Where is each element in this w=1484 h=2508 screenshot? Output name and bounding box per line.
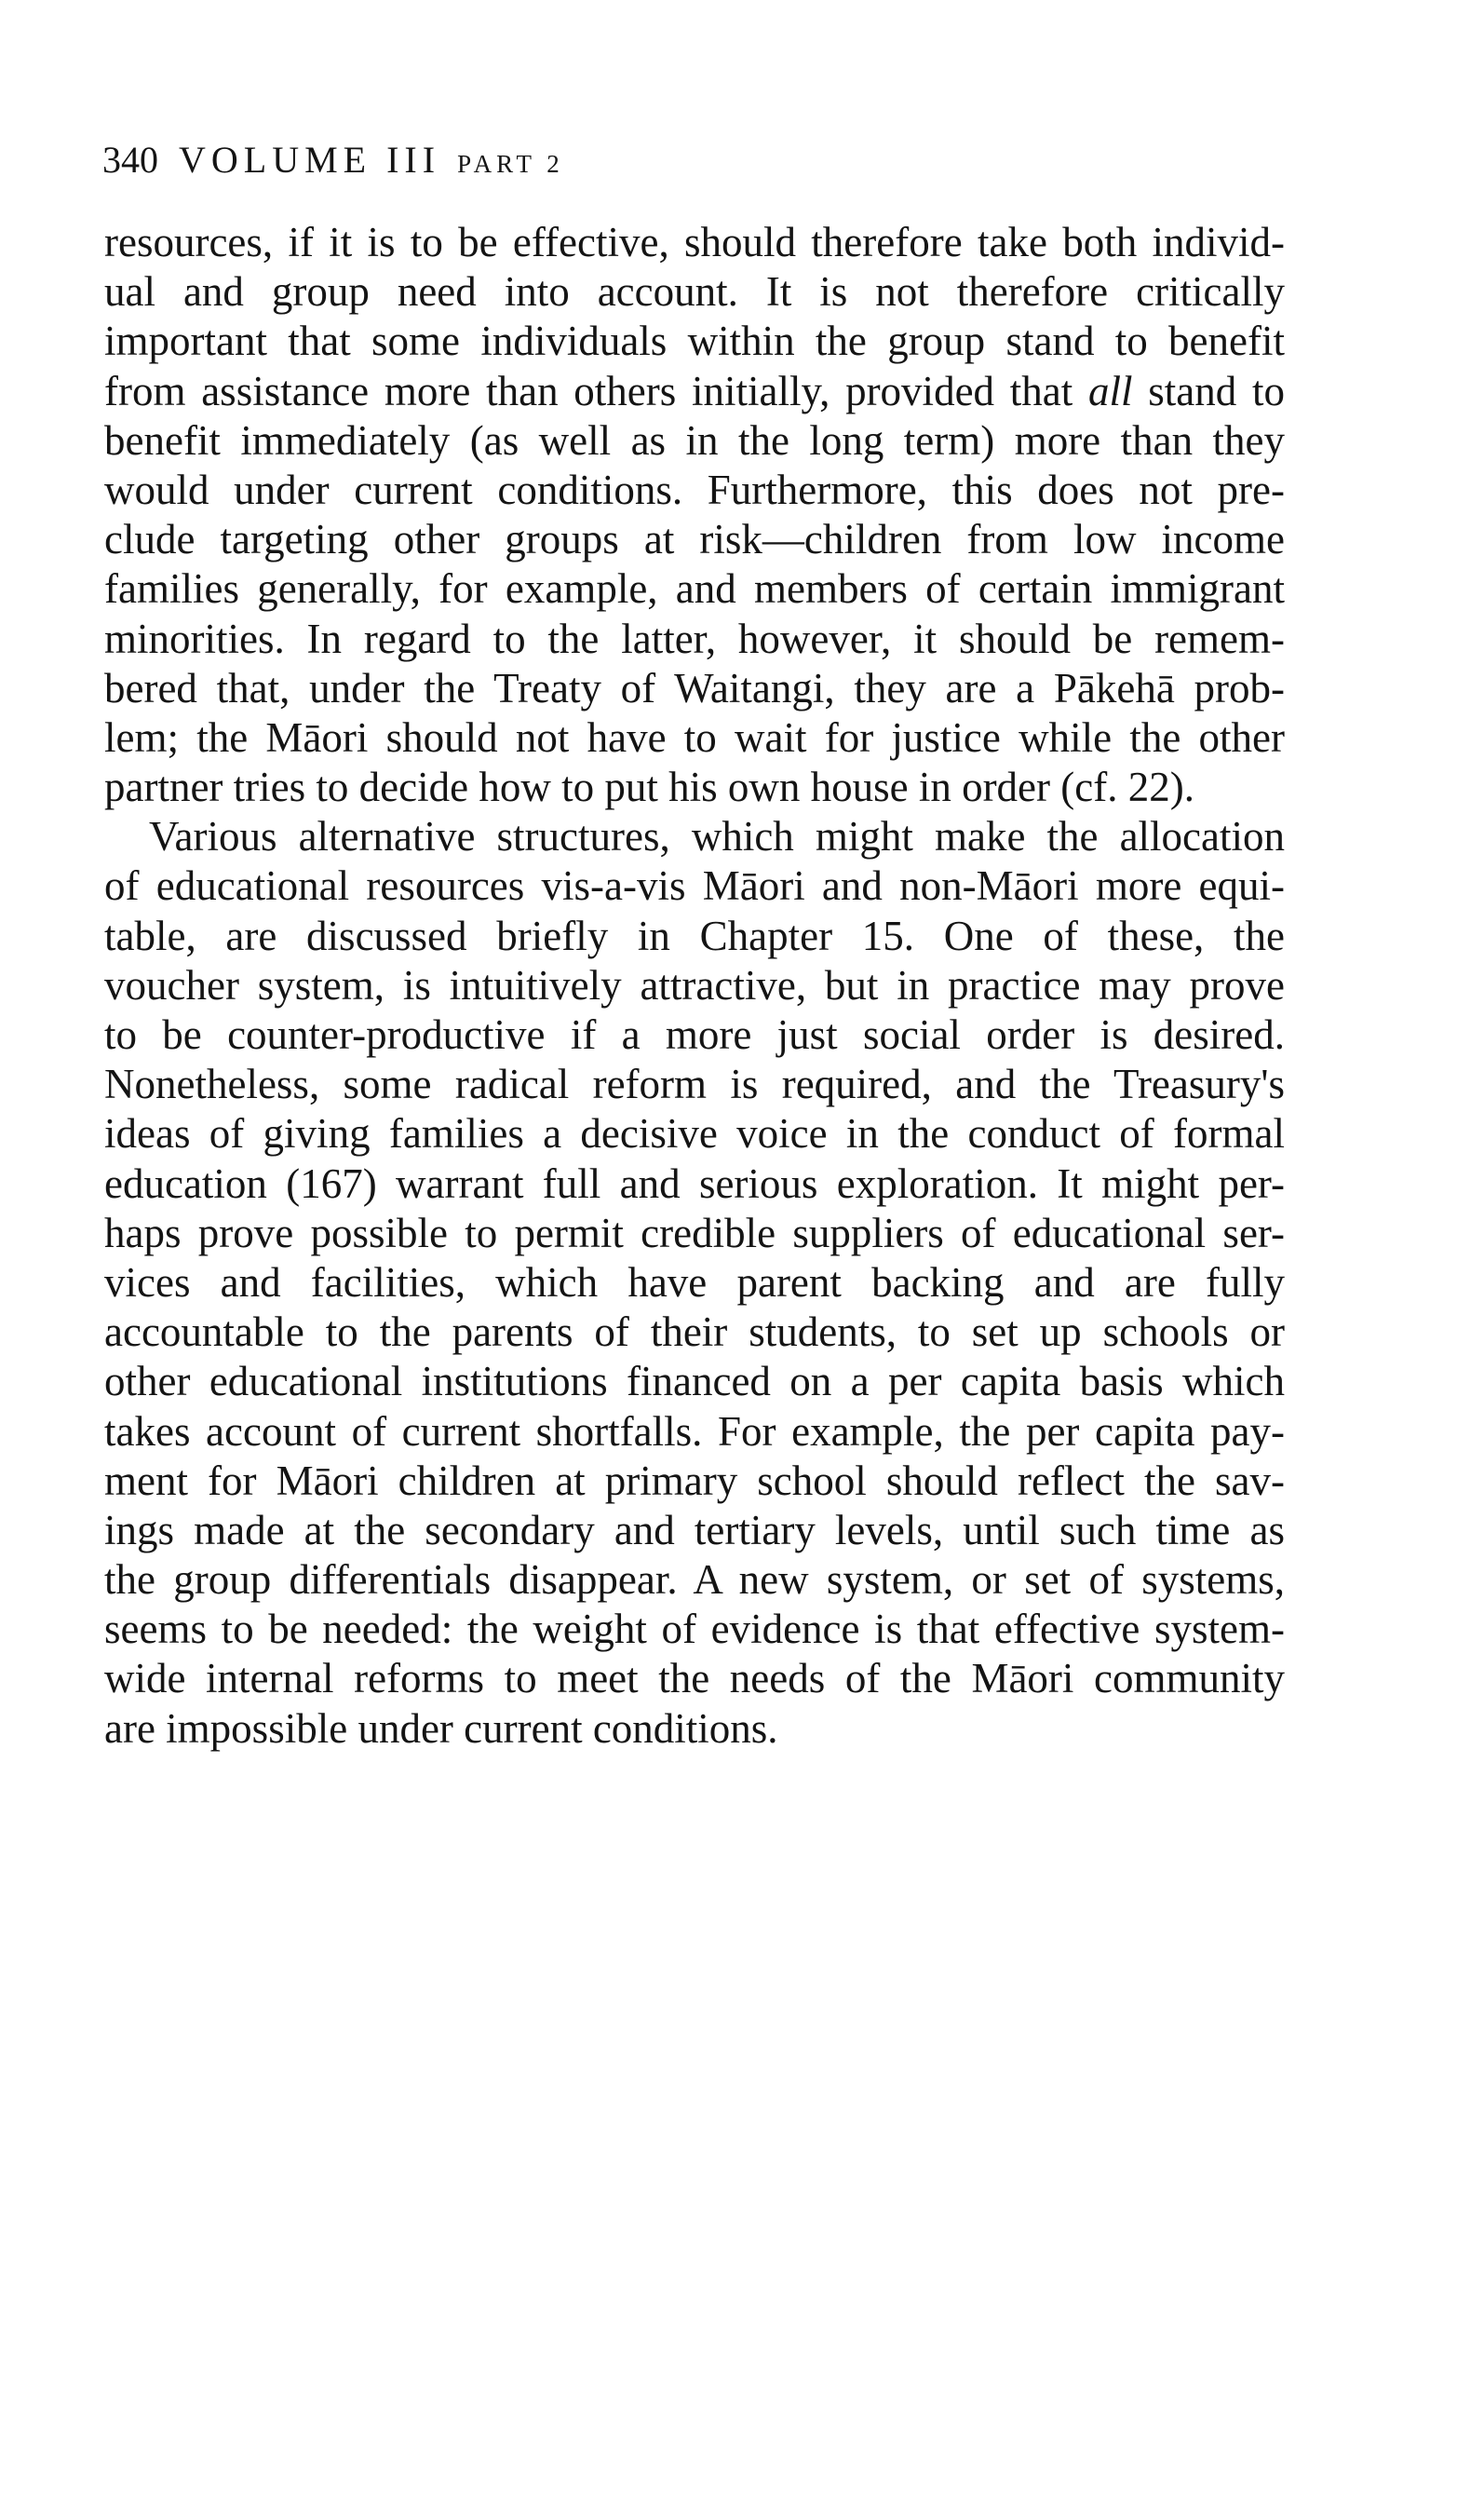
text-segment: ual and group need into account. It is not therefore critically: [104, 268, 1285, 316]
text-segment: haps prove possible to permit credible suppliers of educational ser-: [104, 1209, 1285, 1256]
text-line: [104, 218, 1285, 267]
text-line: [104, 317, 1285, 366]
text-line: [104, 1605, 1285, 1654]
text-line: [104, 1555, 1285, 1605]
text-line: [104, 1060, 1285, 1109]
text-segment: families generally, for example, and members of certain immigrant: [104, 565, 1285, 613]
text-segment: are impossible under current conditions.: [104, 1704, 778, 1752]
text-segment: minorities. In regard to the latter, however, it should be remem-: [104, 615, 1285, 662]
paragraph: [104, 812, 1285, 1754]
paragraph: [104, 218, 1285, 812]
text-segment: the group differentials disappear. A new system, or set of systems,: [104, 1556, 1285, 1604]
text-segment: lem; the Māori should not have to wait for justice while the other: [104, 713, 1285, 761]
text-line: [104, 1704, 1285, 1754]
text-segment: Nonetheless, some radical reform is required, and the Treasury's: [104, 1061, 1285, 1108]
body-text: [104, 218, 1285, 1754]
volume-title: VOLUME III: [179, 139, 441, 181]
italic-text: all: [1088, 367, 1133, 414]
text-line: [104, 1010, 1285, 1060]
text-segment: stand to: [1132, 367, 1285, 414]
text-segment: accountable to the parents of their students, to set up schools or: [104, 1308, 1285, 1356]
text-segment: takes account of current shortfalls. For example, the per capita pay-: [104, 1407, 1285, 1455]
text-line: [104, 367, 1285, 416]
text-segment: Various alternative structures, which might make the allocation: [149, 813, 1285, 861]
text-segment: ment for Māori children at primary school should reflect the sav-: [104, 1457, 1285, 1504]
text-segment: from assistance more than others initially, provided that: [104, 367, 1088, 414]
text-segment: table, are discussed briefly in Chapter 15. One of these, the: [104, 912, 1285, 959]
text-line: [104, 713, 1285, 763]
text-segment: ings made at the secondary and tertiary levels, until such time as: [104, 1506, 1285, 1553]
text-segment: would under current conditions. Furthermore, this does not pre-: [104, 466, 1285, 513]
text-segment: ideas of giving families a decisive voice in the conduct of formal: [104, 1110, 1285, 1158]
text-segment: resources, if it is to be effective, should therefore take both individ-: [104, 219, 1285, 265]
text-line: [104, 812, 1285, 861]
text-line: [104, 861, 1285, 911]
text-line: [104, 515, 1285, 564]
text-line: [104, 466, 1285, 515]
running-head: [102, 132, 1313, 188]
text-line: [104, 1209, 1285, 1258]
page-number: 340: [102, 139, 158, 181]
text-segment: to be counter-productive if a more just social order is desired.: [104, 1011, 1285, 1058]
text-segment: of educational resources vis-a-vis Māori and non-Māori more equi-: [104, 862, 1285, 910]
text-segment: education (167) warrant full and serious exploration. It might per-: [104, 1159, 1285, 1207]
text-line: [104, 1407, 1285, 1457]
text-line: [104, 1109, 1285, 1159]
text-segment: clude targeting other groups at risk—children from low income: [104, 516, 1285, 563]
text-line: [104, 1506, 1285, 1555]
text-segment: seems to be needed: the weight of evidence is that effective system-: [104, 1606, 1285, 1653]
text-line: [104, 1159, 1285, 1209]
text-line: [104, 912, 1285, 961]
text-segment: vices and facilities, which have parent backing and are fully: [104, 1258, 1285, 1306]
text-line: [104, 1457, 1285, 1506]
text-segment: other educational institutions financed on a per capita basis which: [104, 1358, 1285, 1405]
text-line: [104, 961, 1285, 1010]
text-line: [104, 267, 1285, 317]
text-segment: bered that, under the Treaty of Waitangi, they are a Pākehā prob-: [104, 664, 1285, 712]
text-line: [104, 1654, 1285, 1703]
text-segment: important that some individuals within the group stand to benefit: [104, 318, 1285, 365]
text-line: [104, 1258, 1285, 1308]
text-line: [104, 1357, 1285, 1406]
text-line: [104, 564, 1285, 614]
text-line: [104, 416, 1285, 466]
text-segment: benefit immediately (as well as in the long term) more than they: [104, 416, 1285, 464]
text-line: [104, 1308, 1285, 1357]
text-line: [104, 664, 1285, 713]
text-segment: voucher system, is intuitively attractive, but in practice may prove: [104, 961, 1285, 1009]
text-line: [104, 615, 1285, 664]
text-segment: wide internal reforms to meet the needs of the Māori community: [104, 1655, 1285, 1702]
part-label: PART 2: [457, 150, 564, 178]
text-segment: partner tries to decide how to put his own house in order (cf. 22).: [104, 764, 1194, 811]
text-line: [104, 763, 1285, 812]
